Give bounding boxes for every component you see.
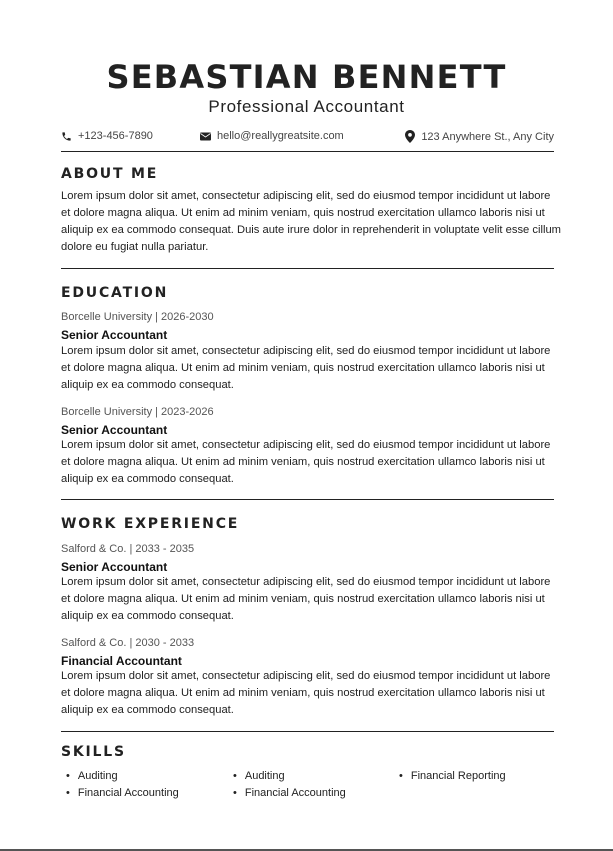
address-text: 123 Anywhere St., Any City xyxy=(421,130,554,143)
skill-item: • Financial Accounting xyxy=(233,787,346,799)
work-heading: WORK EXPERIENCE xyxy=(61,516,240,532)
education-entry-role: Senior Accountant xyxy=(61,423,168,437)
skills-heading: SKILLS xyxy=(61,744,126,760)
job-title: Professional Accountant xyxy=(208,97,405,116)
email-text: hello@reallygreatsite.com xyxy=(217,130,344,142)
skill-item: • Financial Reporting xyxy=(399,770,506,782)
location-pin-icon xyxy=(405,130,415,143)
resume-name: SEBASTIAN BENNETT xyxy=(106,58,507,96)
work-entry-meta: Salford & Co. | 2033 - 2035 xyxy=(61,543,195,555)
education-entry-text: Lorem ipsum dolor sit amet, consectetur adipiscing elit, sed do eiusmod tempor incididunt ut labore et dolore magna aliqua. Ut enim ad minim veniam, quis nostrud exercitation ullamco laboris nisi ut aliquip ex ea commodo consequat. xyxy=(61,439,551,485)
phone-icon xyxy=(61,131,72,142)
contact-address xyxy=(405,130,554,143)
education-entry-meta: Borcelle University | 2023-2026 xyxy=(61,406,214,418)
about-heading: ABOUT ME xyxy=(61,166,159,182)
contact-row xyxy=(61,130,554,146)
skill-item: • Auditing xyxy=(66,770,118,782)
skill-item: • Auditing xyxy=(233,770,285,782)
phone-text: +123-456-7890 xyxy=(78,130,153,142)
work-entry-role: Financial Accountant xyxy=(61,654,182,668)
education-heading: EDUCATION xyxy=(61,285,169,301)
divider xyxy=(61,151,554,152)
contact-phone xyxy=(61,130,153,142)
divider xyxy=(61,731,554,732)
education-entry-text: Lorem ipsum dolor sit amet, consectetur adipiscing elit, sed do eiusmod tempor incididunt ut labore et dolore magna aliqua. Ut enim ad minim veniam, quis nostrud exercitation ullamco laboris nisi ut aliquip ex ea commodo consequat. xyxy=(61,345,551,391)
mail-icon xyxy=(200,132,211,141)
skill-item: • Financial Accounting xyxy=(66,787,179,799)
education-entry-meta: Borcelle University | 2026-2030 xyxy=(61,311,214,323)
divider xyxy=(61,268,554,269)
work-entry-meta: Salford & Co. | 2030 - 2033 xyxy=(61,637,195,649)
work-entry-text: Lorem ipsum dolor sit amet, consectetur adipiscing elit, sed do eiusmod tempor incididunt ut labore et dolore magna aliqua. Ut enim ad minim veniam, quis nostrud exercitation ullamco laboris nisi ut aliquip ex ea commodo consequat. xyxy=(61,670,551,716)
about-text: Lorem ipsum dolor sit amet, consectetur adipiscing elit, sed do eiusmod tempor incididunt ut labore et dolore magna aliqua. Ut enim ad minim veniam, quis nostrud exercitation ullamco laboris nisi ut aliquip ex ea commodo consequat. Duis aute irure dolor in reprehenderit in voluptate velit esse cillum dolore eu fugiat nulla pariatur. xyxy=(61,190,561,253)
divider xyxy=(61,499,554,500)
contact-email xyxy=(200,130,344,142)
education-entry-role: Senior Accountant xyxy=(61,328,168,342)
work-entry-text: Lorem ipsum dolor sit amet, consectetur adipiscing elit, sed do eiusmod tempor incididunt ut labore et dolore magna aliqua. Ut enim ad minim veniam, quis nostrud exercitation ullamco laboris nisi ut aliquip ex ea commodo consequat. xyxy=(61,576,551,622)
work-entry-role: Senior Accountant xyxy=(61,560,168,574)
